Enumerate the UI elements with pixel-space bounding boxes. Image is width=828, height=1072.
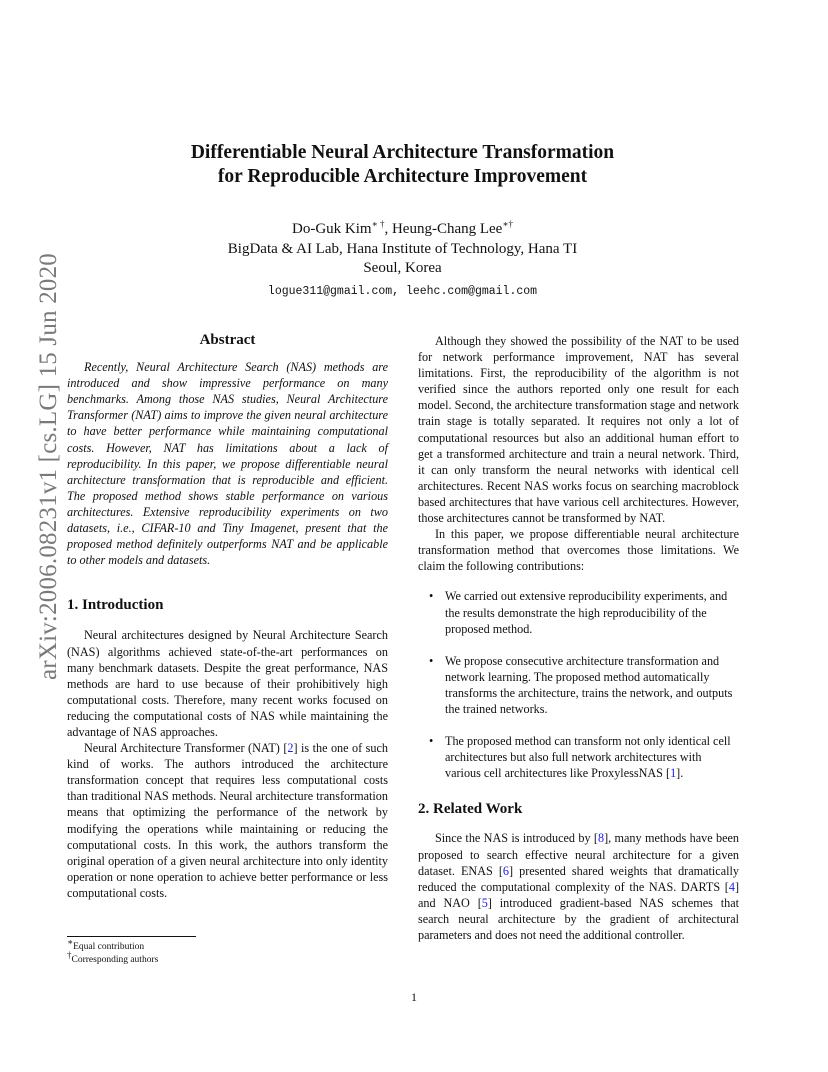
contributions-list	[418, 588, 739, 781]
list-item: • We carried out extensive reproducibility experiments, and the results demonstrate the high reproducibility of the proposed method.	[418, 588, 739, 636]
citation-link[interactable]: 4	[728, 879, 735, 894]
footnote-2-mark: †	[67, 949, 72, 960]
list-item	[418, 733, 739, 781]
left-column	[67, 332, 388, 901]
author-2: Heung-Chang Lee	[391, 221, 503, 237]
footnote-2-text: Corresponding authors	[71, 955, 159, 965]
arxiv-sidebar-stamp: arXiv:2006.08231v1 [cs.LG] 15 Jun 2020	[35, 253, 62, 680]
intro-paragraph-1: Neural architectures designed by Neural Architecture Search (NAS) algorithms achieved state-of-the-art performances on many benchmark datasets. Despite the great performance, NAS methods are hard to use because of their prohibitively high computational costs. Therefore, many recent works focused on reducing the computational costs of NAS while maintaining the advantage of NAS approaches.	[67, 628, 388, 739]
author-separator: ,	[384, 221, 392, 237]
section-heading-introduction: 1. Introduction	[67, 597, 164, 614]
related-paragraph	[418, 830, 739, 943]
related-text: ] and NAO [	[418, 879, 739, 910]
section-heading-related-work: 2. Related Work	[418, 801, 523, 818]
right-paragraph-1: Although they showed the possibility of the NAT to be used for network performance improvement, NAT has several limitations. First, the reproducibility of the algorithm is not verified since the authors reported only one result for each model. Second, the architecture transformation stage and network train stage is totally separated. It requires not only a lot of computational resources but also an additional human effort to get a transformed architecture and train a neural network. Third, it can only transform the neural networks with identical cell architectures. Recent NAS works focus on searching macroblock based architectures that have various cell architectures. However, those architectures cannot be transformed by NAT.	[418, 334, 739, 526]
related-text: ], many methods have been proposed to search effective neural architecture for a given dataset. ENAS [	[418, 831, 739, 878]
footnote-2	[67, 949, 267, 967]
citation-link[interactable]: 2	[287, 741, 294, 756]
author-2-mark: ∗†	[502, 219, 513, 229]
bullet-3-text-a: The proposed method can transform not only identical cell architectures but also full network architectures with various cell architectures like ProxylessNAS [	[445, 734, 731, 781]
page-number: 1	[411, 990, 417, 1004]
citation-link[interactable]: 6	[502, 863, 509, 878]
intro-paragraph-2	[67, 740, 388, 901]
footnotes	[67, 936, 267, 967]
list-item: • We propose consecutive architecture transformation and network learning. The proposed method automatically transforms the architecture, trains the network, and outputs the trained networks.	[418, 653, 739, 717]
footnote-rule	[67, 936, 196, 937]
bullet-3-text-b: ].	[676, 766, 684, 781]
citation-link[interactable]: 5	[481, 895, 488, 910]
footnote-1-text: Equal contribution	[73, 942, 145, 952]
related-text: Since the NAS is introduced by [	[435, 831, 598, 846]
paper-title	[150, 141, 655, 189]
author-1: Do-Guk Kim	[292, 221, 372, 237]
location: Seoul, Korea	[363, 260, 442, 276]
author-block	[150, 220, 655, 301]
related-text: ] introduced gradient-based NAS schemes that search neural architecture by the gradient of architectural parameters and does not need the additional controller.	[418, 895, 740, 942]
title-line-1: Differentiable Neural Architecture Transformation	[190, 142, 615, 163]
abstract-heading: Abstract	[199, 332, 256, 348]
intro-p2-text-b: ] is the one of such kind of works. The authors introduced the architecture transformation concept that requires less computational costs than traditional NAS methods. Neural architecture transformation means that optimizing the performance of the network by modifying the operations while maintaining or reducing the computational costs. In this work, the authors transform the original operation of a given neural architecture into only identity operation or none operation to achieve better performance or less computational costs.	[67, 741, 388, 900]
author-1-mark: ∗ †	[371, 219, 385, 229]
citation-link[interactable]: 1	[670, 766, 677, 781]
intro-p2-text-a: Neural Architecture Transformer (NAT) [	[84, 741, 288, 756]
author-emails: logue311@gmail.com, leehc.com@gmail.com	[267, 284, 538, 298]
right-column	[418, 333, 739, 943]
author-names	[150, 220, 655, 240]
citation-link[interactable]: 8	[597, 831, 605, 846]
abstract-text: Recently, Neural Architecture Search (NAS) methods are introduced and show impressive performance on many benchmarks. Among those NAS studies, Neural Architecture Transformer (NAT) aims to improve the given neural architecture to have better performance while maintaining computational costs. However, NAT has limitations about a lack of reproducibility. In this paper, we propose differentiable neural architecture transformation that is reproducible and efficient. The proposed method shows stable performance on various architectures. Extensive reproducibility experiments on two datasets, i.e., CIFAR-10 and Tiny Imagenet, present that the proposed method definitely outperforms NAT and be applicable to other models and datasets.	[67, 360, 388, 568]
title-line-2: for Reproducible Architecture Improvement	[217, 166, 588, 187]
right-paragraph-2: In this paper, we propose differentiable neural architecture transformation method that overcomes those limitations. We claim the following contributions:	[418, 527, 739, 574]
related-text: ] presented shared weights that dramatically reduced the computational complexity of the NAS. DARTS [	[418, 863, 739, 894]
footnote-1	[67, 936, 267, 954]
affiliation: BigData & AI Lab, Hana Institute of Technology, Hana TI	[227, 240, 578, 257]
footnote-1-mark: ∗	[67, 936, 74, 947]
